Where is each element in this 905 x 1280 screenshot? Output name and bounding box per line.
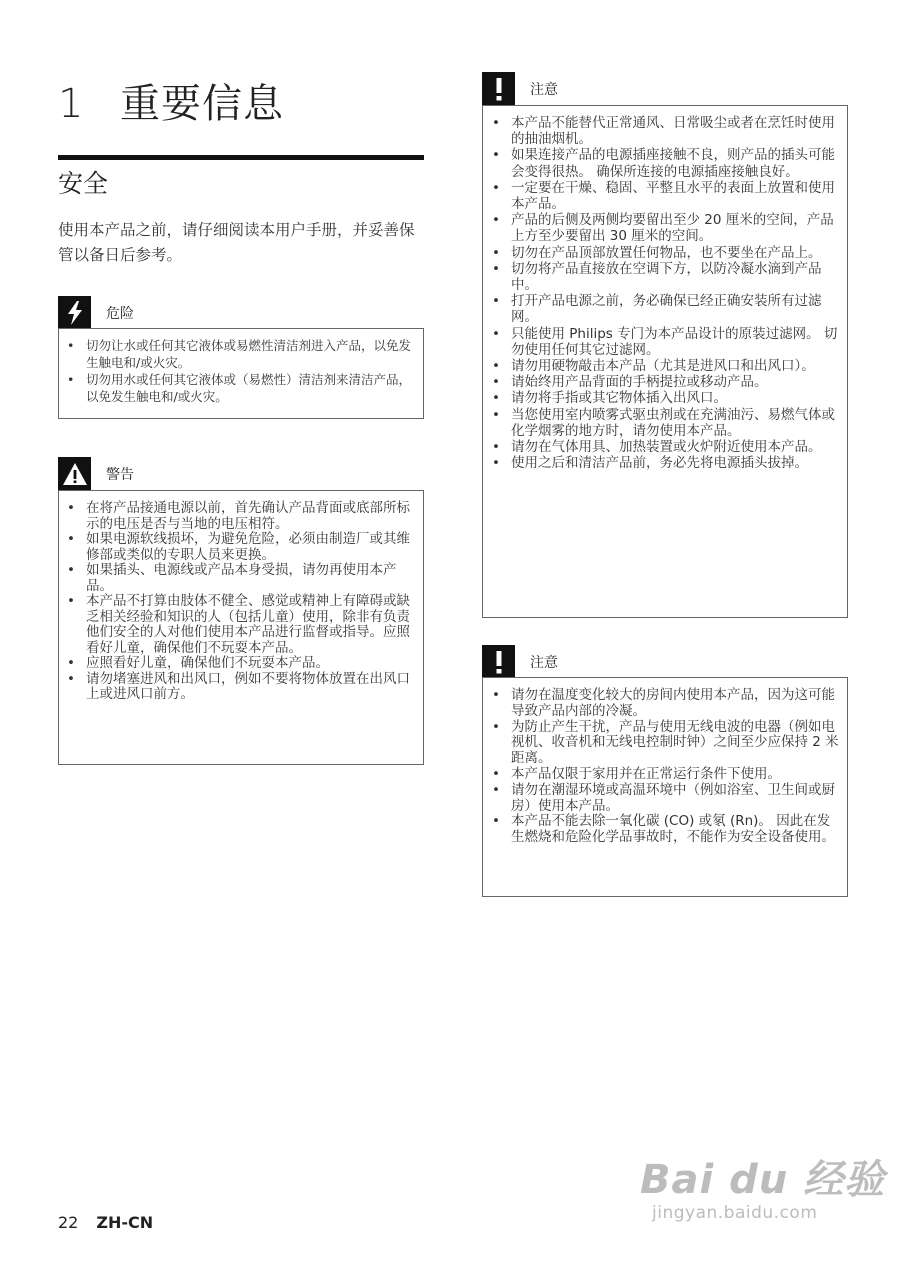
list-item: • 打开产品电源之前，务必确保已经正确安装所有过滤网。 bbox=[511, 293, 839, 325]
list-item: • 请勿在潮湿环境或高温环境中（例如浴室、卫生间或厨房）使用本产品。 bbox=[511, 783, 839, 815]
list-item: • 请勿将手指或其它物体插入出风口。 bbox=[511, 390, 839, 406]
list-item: • 本产品不能替代正常通风、日常吸尘或者在烹饪时使用的抽油烟机。 bbox=[511, 115, 839, 147]
list-item: • 如果连接产品的电源插座接触不良，则产品的插头可能会变得很热。 确保所连接的电源插座接触良好。 bbox=[511, 147, 839, 179]
list-item: • 如果插头、电源线或产品本身受损，请勿再使用本产品。 bbox=[86, 563, 414, 594]
list-item: • 如果电源软线损坏，为避免危险，必须由制造厂或其维修部或类似的专职人员来更换。 bbox=[86, 532, 414, 563]
exclamation-icon bbox=[482, 72, 515, 105]
chapter-title: 重要信息 bbox=[120, 81, 284, 127]
list-item: • 请勿堵塞进风和出风口，例如不要将物体放置在出风口上或进风口前方。 bbox=[86, 672, 414, 703]
list-item: • 切勿让水或任何其它液体或易燃性清洁剂进入产品，以免发生触电和/或火灾。 bbox=[86, 337, 412, 371]
caution-label: 注意 bbox=[530, 654, 558, 671]
list-item: • 使用之后和清洁产品前，务必先将电源插头拔掉。 bbox=[511, 455, 839, 471]
danger-box bbox=[58, 328, 424, 419]
list-item: • 本产品不打算由肢体不健全、感觉或精神上有障碍或缺乏相关经验和知识的人（包括儿童）使用，除非有负责他们安全的人对他们使用本产品进行监督或指导。应照看好儿童，确保他们不玩耍本产品。 bbox=[86, 594, 414, 656]
list-item: • 请勿在气体用具、加热装置或火炉附近使用本产品。 bbox=[511, 439, 839, 455]
warning-triangle-icon bbox=[58, 457, 91, 490]
warning-label: 警告 bbox=[106, 466, 134, 483]
language-code: ZH-CN bbox=[96, 1213, 154, 1232]
list-item: • 为防止产生干扰，产品与使用无线电波的电器（例如电视机、收音机和无线电控制时钟）之间至少应保持 2 米距离。 bbox=[511, 720, 839, 767]
section-title: 安全 bbox=[58, 169, 109, 198]
chapter-number: 1 bbox=[58, 81, 85, 127]
page-number: 22 bbox=[58, 1213, 79, 1232]
exclamation-icon bbox=[482, 645, 515, 678]
list-item: • 一定要在干燥、稳固、平整且水平的表面上放置和使用本产品。 bbox=[511, 180, 839, 212]
caution-label: 注意 bbox=[530, 81, 558, 98]
lightning-icon bbox=[58, 296, 91, 329]
list-item: • 当您使用室内喷雾式驱虫剂或在充满油污、易燃气体或化学烟雾的地方时，请勿使用本产品。 bbox=[511, 407, 839, 439]
warning-list bbox=[86, 501, 414, 703]
list-item: • 应照看好儿童，确保他们不玩耍本产品。 bbox=[86, 656, 414, 672]
caution-header bbox=[482, 72, 558, 105]
list-item: • 只能使用 Philips 专门为本产品设计的原装过滤网。 切勿使用任何其它过滤网。 bbox=[511, 326, 839, 358]
list-item: • 在将产品接通电源以前，首先确认产品背面或底部所标示的电压是否与当地的电压相符。 bbox=[86, 501, 414, 532]
list-item: • 请勿用硬物敲击本产品（尤其是进风口和出风口）。 bbox=[511, 358, 839, 374]
caution-box bbox=[482, 105, 848, 618]
list-item: • 切勿将产品直接放在空调下方，以防冷凝水滴到产品中。 bbox=[511, 261, 839, 293]
caution-box bbox=[482, 677, 848, 897]
caution-list bbox=[511, 115, 839, 471]
warning-box bbox=[58, 490, 424, 765]
list-item: • 请始终用产品背面的手柄提拉或移动产品。 bbox=[511, 374, 839, 390]
warning-header bbox=[58, 457, 134, 490]
caution-header bbox=[482, 645, 558, 678]
chapter-heading bbox=[58, 72, 284, 129]
list-item: • 本产品不能去除一氧化碳 (CO) 或氡 (Rn)。 因此在发生燃烧和危险化学品事故时，不能作为安全设备使用。 bbox=[511, 814, 839, 846]
caution-list bbox=[511, 688, 839, 846]
watermark bbox=[640, 1148, 885, 1223]
watermark-site: jingyan.baidu.com bbox=[652, 1203, 818, 1223]
watermark-brand: Bai du 经验 bbox=[640, 1157, 886, 1203]
danger-label: 危险 bbox=[106, 305, 134, 322]
list-item: • 请勿在温度变化较大的房间内使用本产品，因为这可能导致产品内部的冷凝。 bbox=[511, 688, 839, 720]
list-item: • 切勿用水或任何其它液体或（易燃性）清洁剂来清洁产品，以免发生触电和/或火灾。 bbox=[86, 371, 412, 405]
section-divider bbox=[58, 155, 424, 160]
intro-paragraph: 使用本产品之前，请仔细阅读本用户手册，并妥善保管以备日后参考。 bbox=[58, 221, 415, 264]
list-item: • 切勿在产品顶部放置任何物品，也不要坐在产品上。 bbox=[511, 245, 839, 261]
list-item: • 产品的后侧及两侧均要留出至少 20 厘米的空间，产品上方至少要留出 30 厘米的空间。 bbox=[511, 212, 839, 244]
page-footer bbox=[58, 1213, 153, 1232]
danger-header bbox=[58, 296, 134, 329]
list-item: • 本产品仅限于家用并在正常运行条件下使用。 bbox=[511, 767, 839, 783]
danger-list bbox=[86, 337, 412, 405]
